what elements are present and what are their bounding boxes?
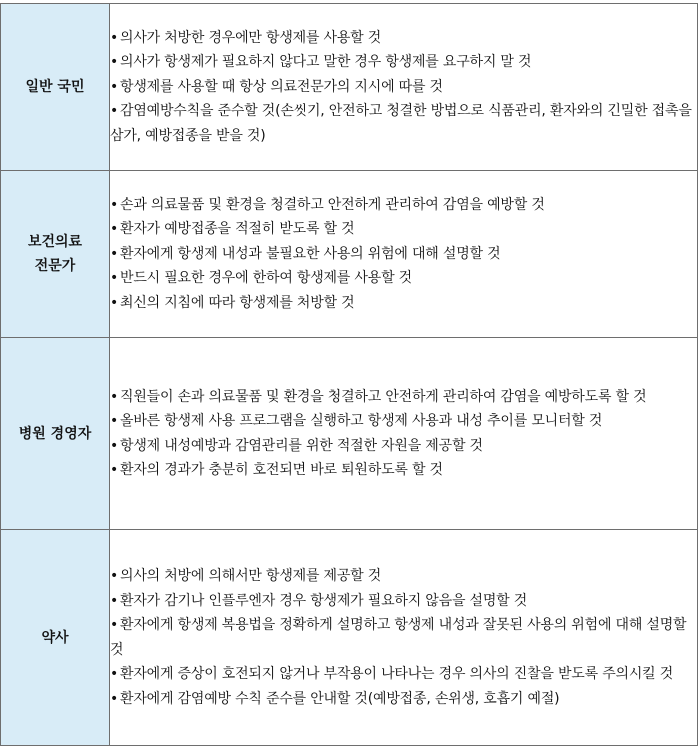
item-text: 직원들이 손과 의료물품 및 환경을 청결하고 안전하게 관리하여 감염을 예방하도록 할 것 (120, 388, 647, 405)
list-item (110, 291, 697, 316)
list-item (110, 266, 697, 291)
list-item (110, 75, 697, 100)
bullet-icon: • (110, 245, 119, 262)
item-text: 항생제를 사용할 때 항상 의료전문가의 지시에 따를 것 (120, 78, 443, 95)
item-text: 반드시 필요한 경우에 한하여 항생제를 사용할 것 (120, 270, 412, 287)
list-item (110, 99, 697, 148)
item-text: 의사가 처방한 경우에만 항생제를 사용할 것 (120, 29, 382, 46)
bullet-icon: • (110, 54, 119, 71)
bullet-icon: • (110, 462, 119, 478)
item-text: 손과 의료물품 및 환경을 청결하고 안전하게 관리하여 감염을 예방할 것 (120, 196, 545, 213)
bullet-icon: • (110, 437, 119, 454)
table-row (1, 4, 698, 171)
list-item (110, 242, 697, 267)
bullet-icon: • (110, 221, 119, 238)
list-item (110, 385, 697, 410)
item-text: 환자에게 항생제 복용법을 정확하게 설명하고 항생제 내성과 잘못된 사용의 위험에 대해 설명할 것 (110, 617, 687, 658)
list-item (110, 564, 697, 589)
list-item (110, 458, 697, 483)
bullet-icon: • (110, 413, 119, 429)
item-text: 올바른 항생제 사용 프로그램을 실행하고 항생제 사용과 내성 추이를 모니터할 것 (120, 413, 603, 429)
bullet-icon: • (110, 568, 119, 584)
antibiotic-guideline-table (0, 3, 698, 746)
role-label: 일반 국민 (25, 79, 85, 95)
role-cell-hospital-manager (1, 338, 110, 530)
bullet-icon: • (110, 592, 119, 609)
bullet-list (110, 26, 697, 149)
table-row (1, 171, 698, 338)
item-text: 환자가 감기나 인플루엔자 경우 항생제가 필요하지 않음을 설명할 것 (120, 592, 528, 609)
bullet-list (110, 385, 697, 483)
item-text: 환자가 예방접종을 적절히 받도록 할 것 (120, 221, 355, 238)
list-item (110, 687, 697, 712)
role-label: 전문가 (34, 258, 76, 274)
items-cell-pharmacist (110, 530, 698, 746)
bullet-icon: • (110, 294, 119, 311)
bullet-icon: • (110, 270, 119, 287)
bullet-icon: • (110, 29, 119, 46)
list-item (110, 613, 697, 662)
role-label: 보건의료 (27, 234, 83, 250)
list-item (110, 589, 697, 614)
list-item (110, 26, 697, 51)
bullet-list (110, 193, 697, 316)
role-cell-public (1, 4, 110, 171)
table-row (1, 338, 698, 530)
bullet-list (110, 564, 697, 711)
item-text: 감염예방수칙을 준수할 것(손씻기, 안전하고 청결한 방법으로 식품관리, 환자와의 긴밀한 접촉을 삼가, 예방접종을 받을 것) (110, 103, 692, 144)
item-text: 환자에게 감염예방 수칙 준수를 안내할 것(예방접종, 손위생, 호흡기 예절) (120, 690, 560, 707)
bullet-icon: • (110, 78, 119, 95)
items-cell-hospital-manager (110, 338, 698, 530)
list-item (110, 434, 697, 459)
bullet-icon: • (110, 666, 119, 682)
role-label: 약사 (41, 629, 69, 646)
role-label: 병원 경영자 (18, 425, 92, 442)
items-cell-public (110, 4, 698, 171)
item-text: 최신의 지침에 따라 항생제를 처방할 것 (120, 294, 355, 311)
bullet-icon: • (110, 196, 119, 213)
table-row (1, 530, 698, 746)
role-cell-health-professional (1, 171, 110, 338)
bullet-icon: • (110, 617, 119, 633)
item-text: 환자의 경과가 충분히 호전되면 바로 퇴원하도록 할 것 (120, 462, 443, 478)
item-text: 환자에게 증상이 호전되지 않거나 부작용이 나타나는 경우 의사의 진찰을 받도록 주의시킬 것 (120, 666, 674, 682)
item-text: 환자에게 항생제 내성과 불필요한 사용의 위험에 대해 설명할 것 (120, 245, 501, 262)
items-cell-health-professional (110, 171, 698, 338)
bullet-icon: • (110, 690, 119, 707)
list-item (110, 662, 697, 687)
list-item (110, 217, 697, 242)
list-item (110, 193, 697, 218)
item-text: 의사가 항생제가 필요하지 않다고 말한 경우 항생제를 요구하지 말 것 (120, 54, 532, 71)
role-cell-pharmacist (1, 530, 110, 746)
item-text: 의사의 처방에 의해서만 항생제를 제공할 것 (120, 568, 382, 584)
bullet-icon: • (110, 388, 119, 405)
list-item (110, 50, 697, 75)
bullet-icon: • (110, 103, 119, 120)
item-text: 항생제 내성예방과 감염관리를 위한 적절한 자원을 제공할 것 (120, 437, 483, 454)
list-item (110, 409, 697, 434)
